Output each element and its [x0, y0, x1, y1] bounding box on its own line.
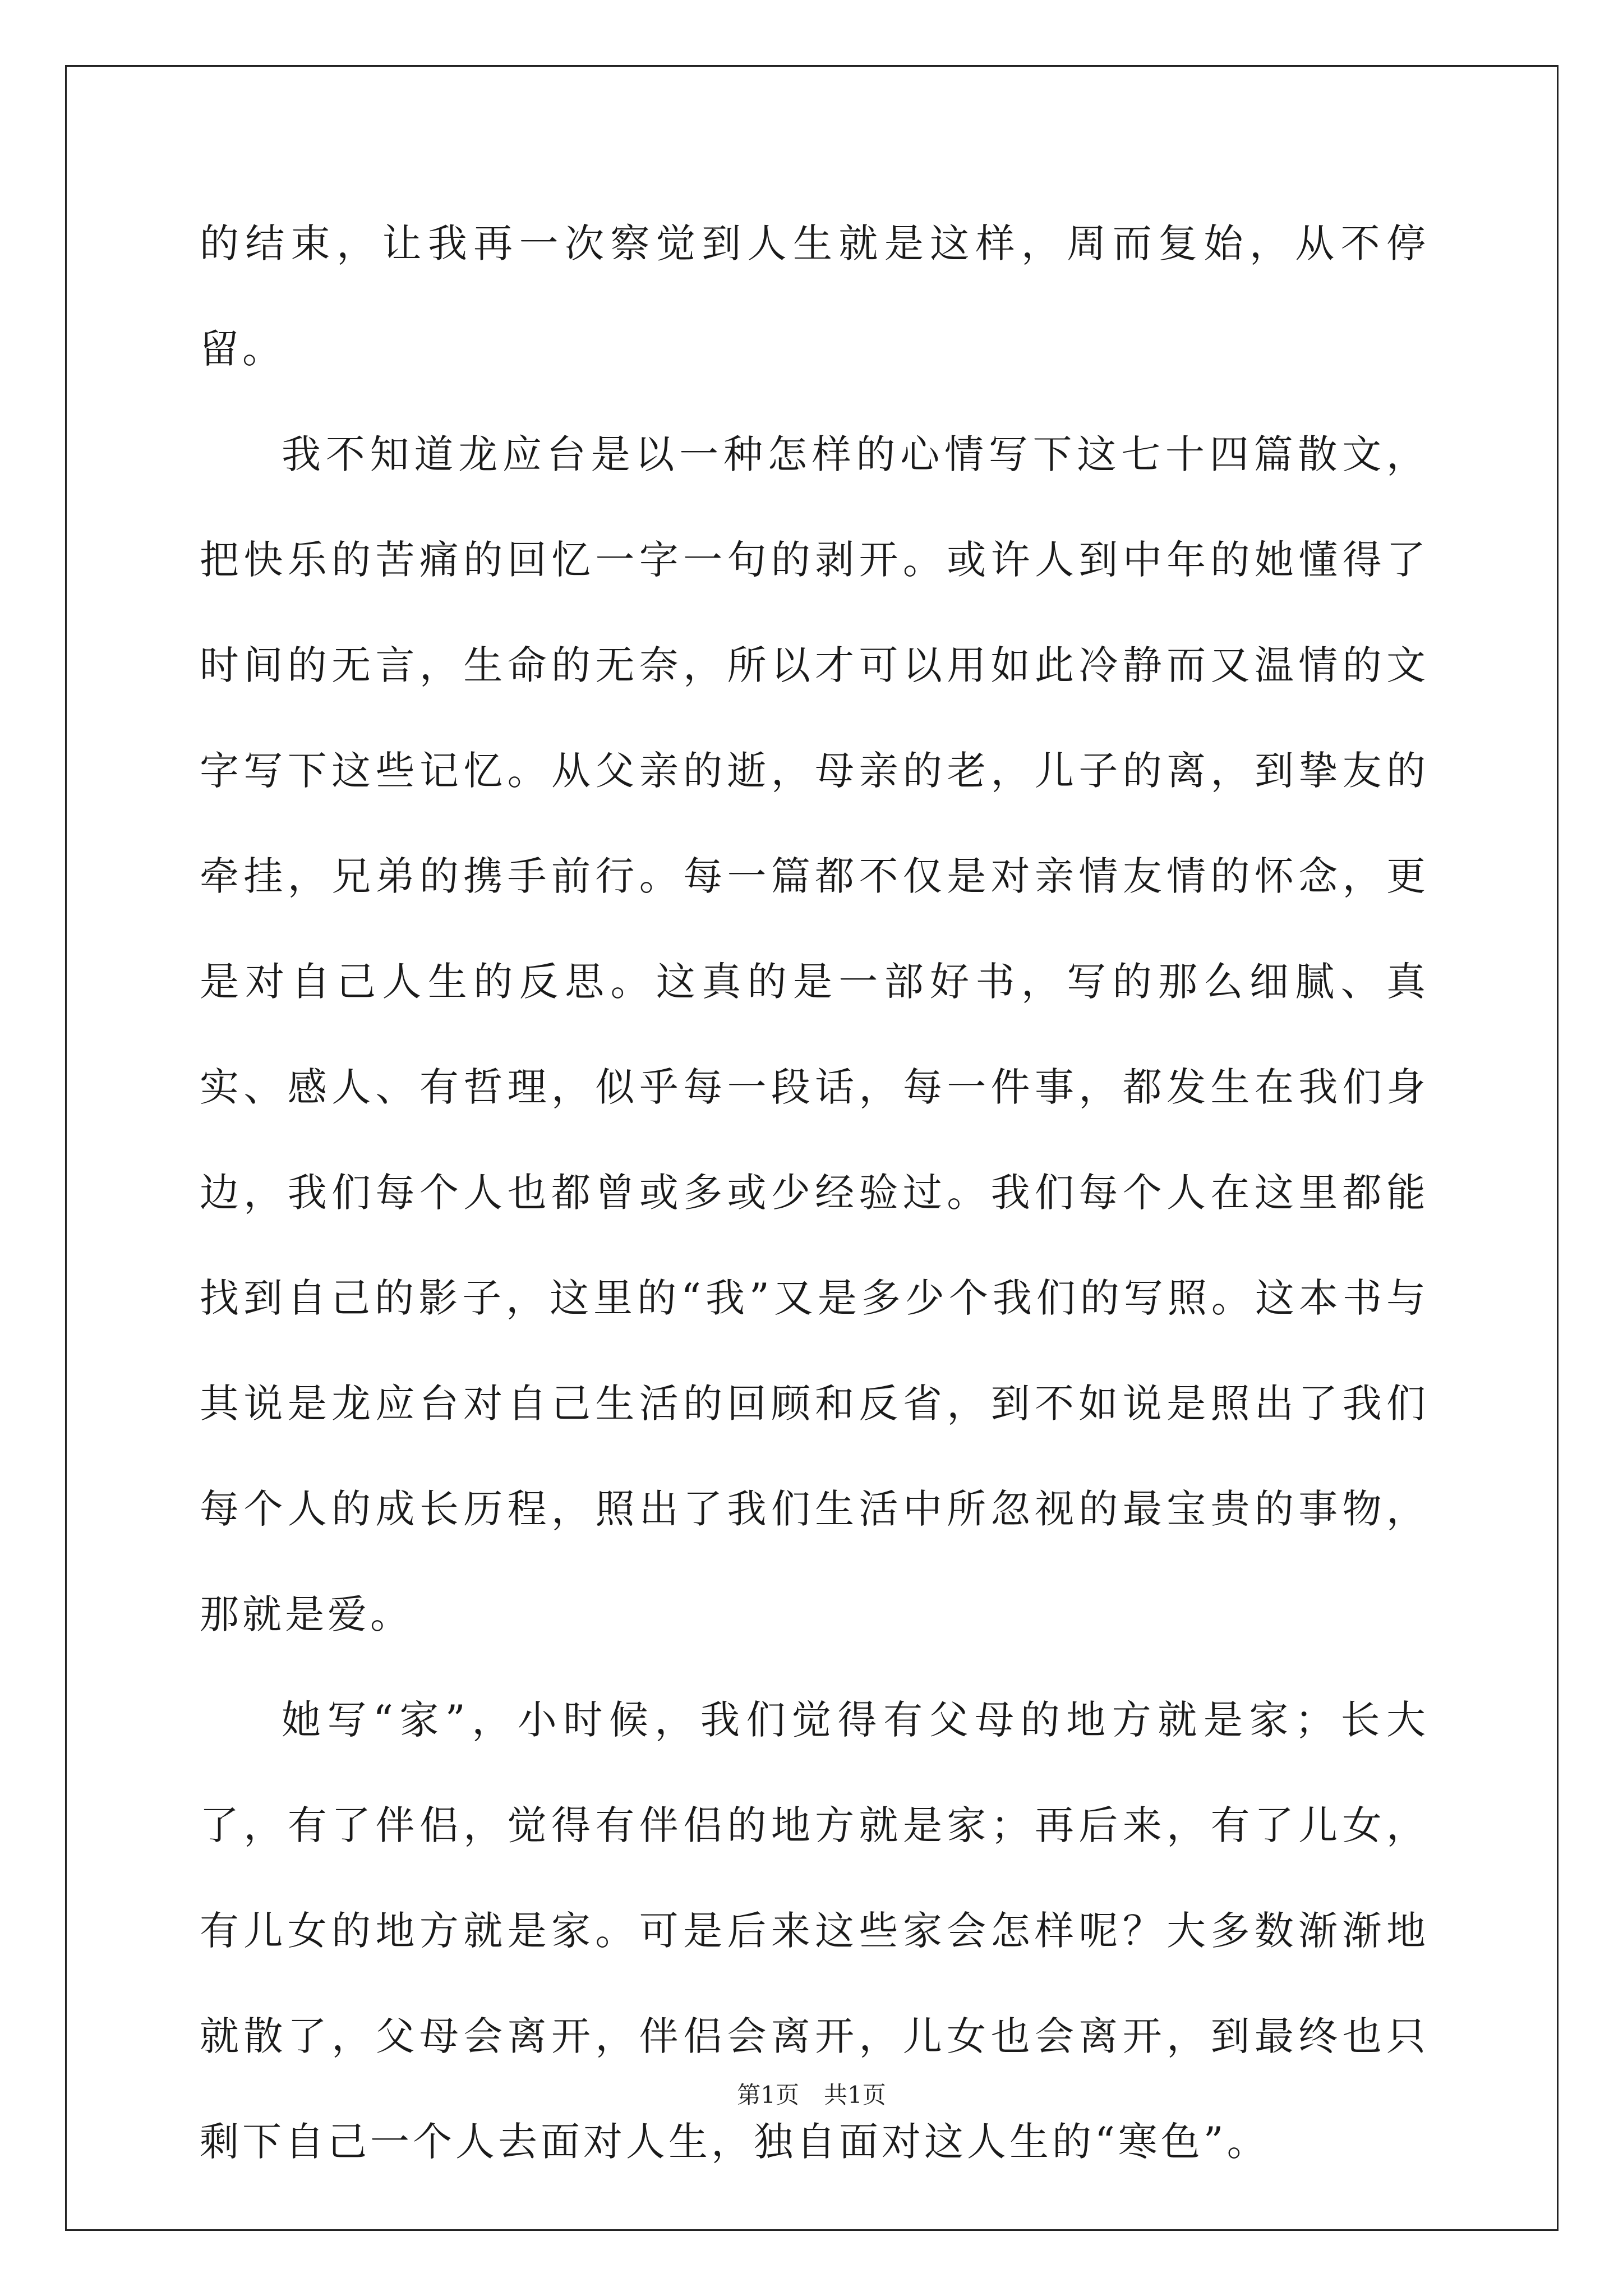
paragraph-2: 我不知道龙应台是以一种怎样的心情写下这七十四篇散文，把快乐的苦痛的回忆一字一句的剥开。或许人到中年的她懂得了时间的无言，生命的无奈，所以才可以用如此冷静而又温情的文字写下这些记忆。从父亲的逝，母亲的老，儿子的离，到挚友的牵挂，兄弟的携手前行。每一篇都不仅是对亲情友情的怀念，更是对自己人生的反思。这真的是一部好书，写的那么细腻、真实、感人、有哲理，似乎每一段话，每一件事，都发生在我们身边，我们每个人也都曾或多或少经验过。我们每个人在这里都能找到自己的影子，这里的“我”又是多少个我们的写照。这本书与其说是龙应台对自己生活的回顾和反省，到不如说是照出了我们每个人的成长历程，照出了我们生活中所忽视的最宝贵的事物，那就是爱。	[200, 431, 1429, 1637]
paragraph-3: 她写“家”，小时候，我们觉得有父母的地方就是家；长大了，有了伴侣，觉得有伴侣的地方就是家；再后来，有了儿女，有儿女的地方就是家。可是后来这些家会怎样呢？大多数渐渐地就散了，父母会离开，伴侣会离开，儿女也会离开，到最终也只剩下自己一个人去面对人生，独自面对这人生的“寒色”。	[200, 1697, 1429, 2165]
document-body	[200, 191, 1429, 2194]
paragraph-1: 的结束，让我再一次察觉到人生就是这样，周而复始，从不停留。	[200, 220, 1429, 372]
page-footer	[0, 2078, 1623, 2112]
page-number: 第1页	[737, 2081, 799, 2109]
page-total: 共1页	[824, 2081, 886, 2109]
